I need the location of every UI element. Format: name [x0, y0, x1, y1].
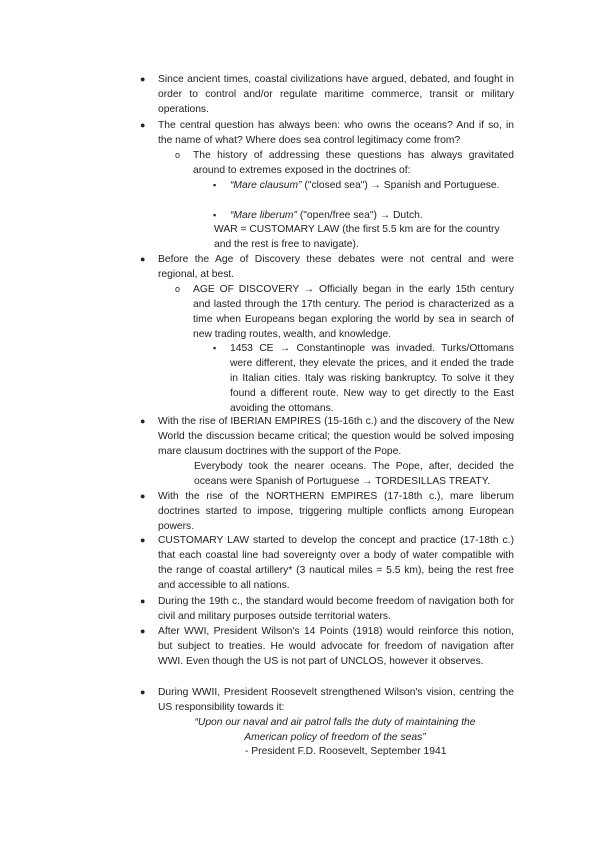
paragraph-text: With the rise of IBERIAN EMPIRES (15-16th c.) and the discovery of the New World the discussion became critical; the question would be solved imposing mare clausum doctrines with the support of the Pope.: [158, 416, 514, 457]
bullet-paragraph-central-question: [140, 118, 514, 148]
paragraph-text: Since ancient times, coastal civilizations have argued, debated, and fought in order to control and/or regulate maritime commerce, transit or military operations.: [158, 74, 514, 115]
bullet-paragraph-age-of-discovery: [140, 252, 514, 282]
term-mare-clausum: “Mare clausum”: [230, 180, 302, 191]
sub-sub-bullet-mare-clausum: [213, 178, 514, 193]
bullet-marker: ▪: [213, 343, 217, 353]
paragraph-text: After WWI, President Wilson's 14 Points (1918) would reinforce this notion, but subject to treaties. He would advocate for freedom of navigation after WWI. Even though the US is not part of UNCLOS, however it observes.: [158, 626, 514, 667]
bullet-marker: ●: [140, 687, 146, 697]
paragraph-text: With the rise of the NORTHERN EMPIRES (17-18th c.), mare liberum doctrines started to impose, triggering multiple conflicts among European powers.: [158, 491, 514, 532]
paragraph-text: During WWII, President Roosevelt strengthened Wilson's vision, centring the US responsibility towards it:: [158, 687, 514, 713]
bullet-marker: ●: [140, 535, 146, 545]
bullet-marker: ●: [140, 626, 146, 636]
bullet-marker: ●: [140, 254, 146, 264]
bullet-paragraph-ancient-times: [140, 72, 514, 117]
bullet-paragraph-19th-century: [140, 594, 514, 624]
bullet-marker: ●: [140, 120, 146, 130]
quote-attribution: - President F.D. Roosevelt, September 1941: [245, 746, 447, 757]
bullet-marker: ▪: [213, 210, 217, 220]
paragraph-text: 1453 CE → Constantinople was invaded. Turks/Ottomans were different, they elevate the prices, and it ended the trade in Italian cities. Italy was risking bankruptcy. To solve it they found a different route. New way to get directly to the East avoiding the ottomans.: [230, 343, 514, 414]
note-tordesillas: Everybody took the nearer oceans. The Pope, after, decided the oceans were Spanish of Portuguese → TORDESILLAS TREATY.: [194, 461, 514, 487]
bullet-marker: o: [175, 150, 181, 160]
sub-sub-bullet-mare-liberum: [213, 208, 514, 223]
paragraph-text: Before the Age of Discovery these debates were not central and were regional, at best.: [158, 254, 514, 280]
sub-sub-bullet-constantinople: [213, 341, 514, 416]
paragraph-text: ("open/free sea") → Dutch.: [296, 210, 423, 221]
bullet-paragraph-northern-empires: [140, 489, 514, 534]
paragraph-text: The history of addressing these questions has always gravitated around to extremes exposed in the doctrines of:: [193, 150, 514, 176]
bullet-marker: ●: [140, 416, 146, 426]
bullet-marker: ●: [140, 596, 146, 606]
bullet-paragraph-roosevelt: [140, 685, 514, 715]
sub-bullet-age-of-discovery: [175, 282, 514, 342]
roosevelt-quote: [190, 715, 480, 745]
bullet-paragraph-iberian-empires: [140, 414, 514, 459]
bullet-marker: o: [175, 284, 181, 294]
bullet-marker: ▪: [213, 180, 217, 190]
bullet-marker: ●: [140, 74, 146, 84]
bullet-paragraph-wilson: [140, 624, 514, 669]
term-mare-liberum: “Mare liberum”: [230, 210, 297, 221]
paragraph-text: AGE OF DISCOVERY → Officially began in the early 15th century and lasted through the 17th century. The period is characterized as a time when Europeans began exploring the world by sea in search of new trading routes, wealth, and knowledge.: [193, 284, 514, 340]
sub-bullet-doctrines: [175, 148, 514, 178]
bullet-marker: ●: [140, 491, 146, 501]
paragraph-text: ("closed sea") → Spanish and Portuguese.: [301, 180, 500, 191]
bullet-paragraph-customary-law: [140, 533, 514, 593]
paragraph-text: The central question has always been: who owns the oceans? And if so, in the name of what? Where does sea control legitimacy come from?: [158, 120, 514, 146]
paragraph-text: CUSTOMARY LAW started to develop the concept and practice (17-18th c.) that each coastal line had sovereignty over a body of water compatible with the range of coastal artillery* (3 nautical miles = 5.5 km), being the rest free and accessible to all nations.: [158, 535, 514, 591]
quote-text: “Upon our naval and air patrol falls the duty of maintaining the American policy of freedom of the seas”: [194, 717, 476, 743]
paragraph-text: During the 19th c., the standard would become freedom of navigation both for civil and military purposes outside territorial waters.: [158, 596, 514, 622]
note-customary-law: WAR = CUSTOMARY LAW (the first 5.5 km are for the country and the rest is free to navigate).: [214, 224, 500, 250]
